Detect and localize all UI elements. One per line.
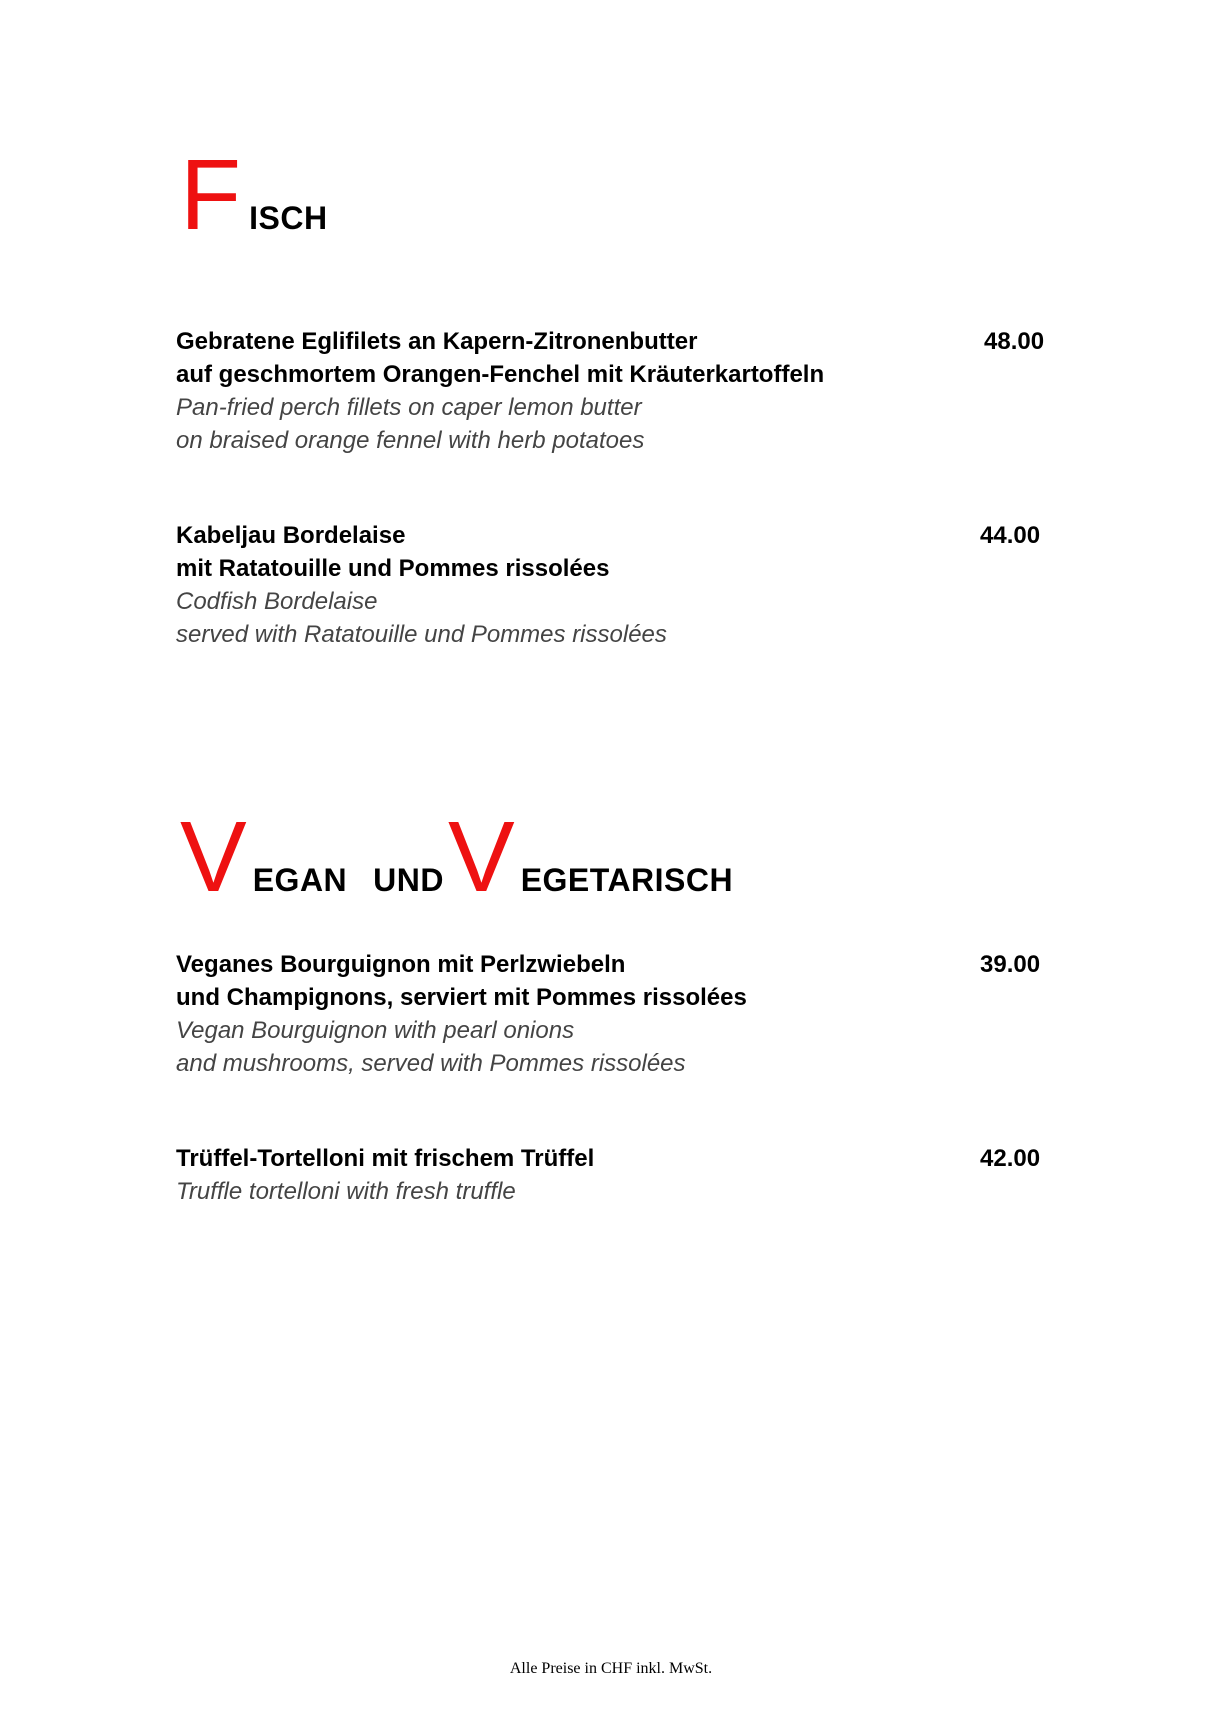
item-description-en: Pan-fried perch fillets on caper lemon butter bbox=[176, 394, 642, 421]
item-title-de: Trüffel-Tortelloni mit frischem Trüffel bbox=[176, 1145, 595, 1172]
item-title-de: mit Ratatouille und Pommes rissolées bbox=[176, 555, 610, 582]
menu-item bbox=[176, 519, 1056, 651]
item-title-de: Veganes Bourguignon mit Perlzwiebeln bbox=[176, 951, 626, 978]
heading-rest: EGAN bbox=[252, 862, 348, 898]
item-description-en: on braised orange fennel with herb potatoes bbox=[176, 427, 645, 454]
item-price: 48.00 bbox=[984, 328, 1045, 355]
heading-rest: EGETARISCH bbox=[520, 862, 734, 898]
item-description-en: Truffle tortelloni with fresh truffle bbox=[176, 1178, 516, 1205]
item-title-de: und Champignons, serviert mit Pommes rissolées bbox=[176, 984, 747, 1011]
heading-initial: F bbox=[180, 139, 242, 251]
heading-initial: V bbox=[180, 801, 247, 913]
heading-initial: V bbox=[447, 801, 515, 913]
item-title-de: Kabeljau Bordelaise bbox=[176, 522, 406, 549]
item-price: 42.00 bbox=[980, 1145, 1041, 1172]
section-heading-vegan-und-vegetarisch bbox=[180, 801, 734, 913]
heading-connector: UND bbox=[373, 862, 444, 898]
item-description-en: Codfish Bordelaise bbox=[176, 588, 378, 615]
item-price: 44.00 bbox=[980, 522, 1041, 549]
item-description-en: Vegan Bourguignon with pearl onions bbox=[176, 1017, 575, 1044]
menu-item bbox=[176, 325, 1056, 457]
heading-rest: ISCH bbox=[249, 200, 328, 236]
item-description-en: served with Ratatouille und Pommes rissolées bbox=[176, 621, 667, 648]
item-title-de: auf geschmortem Orangen-Fenchel mit Kräuterkartoffeln bbox=[176, 361, 825, 388]
menu-item bbox=[176, 1142, 1056, 1208]
item-description-en: and mushrooms, served with Pommes rissolées bbox=[176, 1050, 686, 1077]
item-title-de: Gebratene Eglifilets an Kapern-Zitronenbutter bbox=[176, 328, 698, 355]
item-price: 39.00 bbox=[980, 951, 1041, 978]
price-note-footer: Alle Preise in CHF inkl. MwSt. bbox=[509, 1660, 713, 1677]
menu-item bbox=[176, 948, 1056, 1080]
section-heading-fisch bbox=[180, 139, 328, 251]
